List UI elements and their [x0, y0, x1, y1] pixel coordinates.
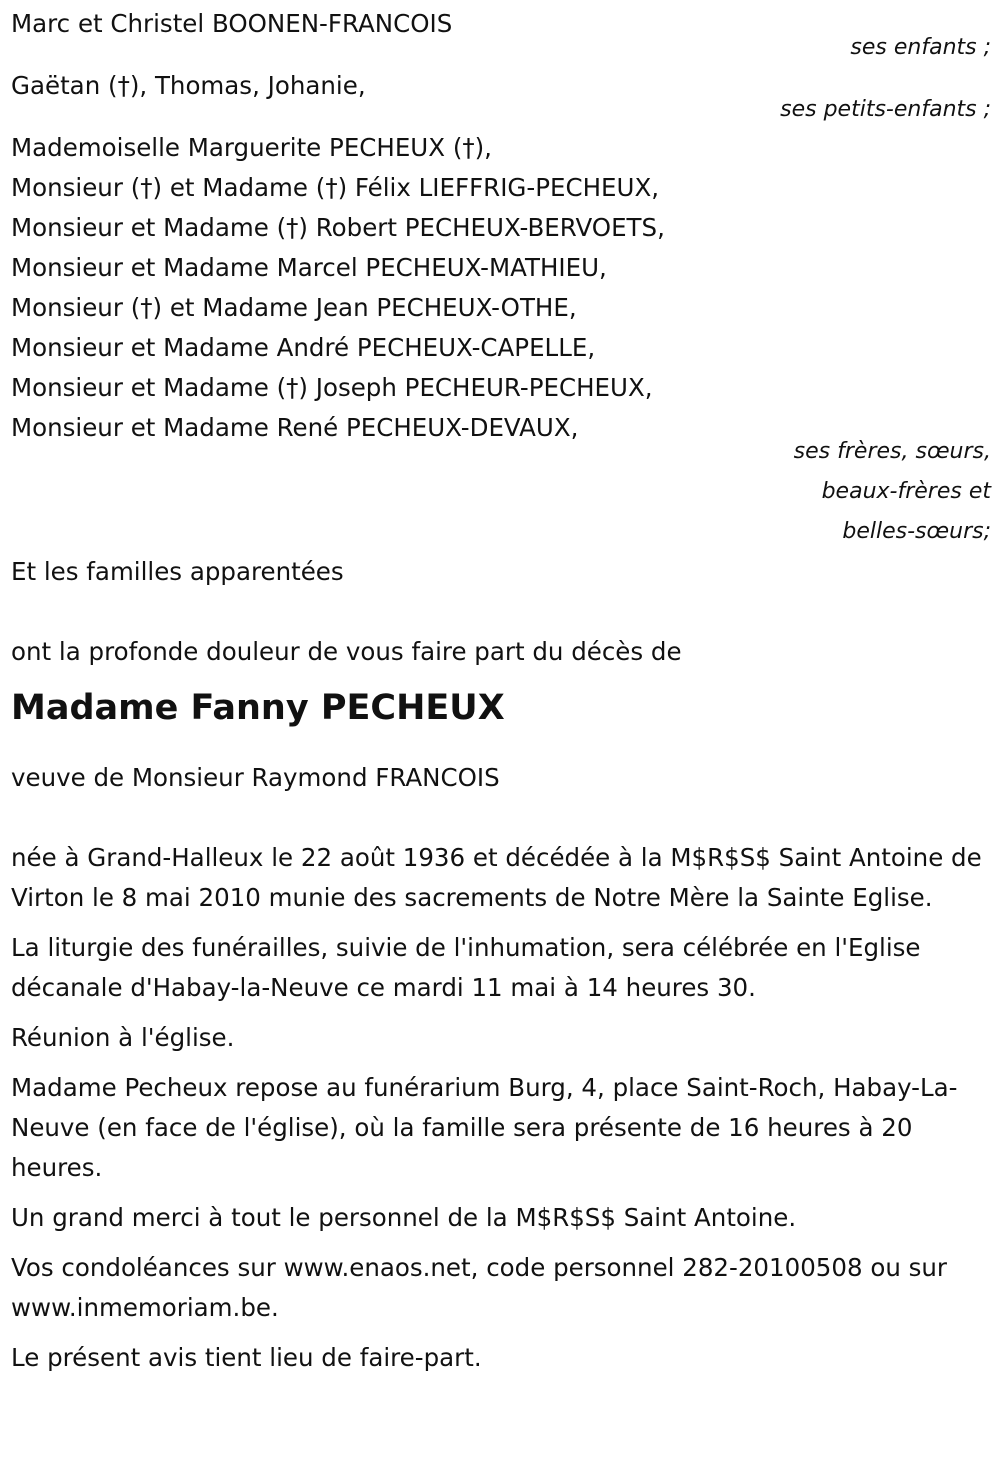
grandchildren-role: ses petits-enfants ; — [780, 97, 991, 122]
funeral-paragraph: La liturgie des funérailles, suivie de l'inhumation, sera célébrée en l'Eglise décanale d'Habay-la-Neuve ce mardi 11 mai à 14 heures 30. — [11, 933, 921, 1002]
deceased-name: Madame Fanny PECHEUX — [11, 688, 505, 728]
widow-line: veuve de Monsieur Raymond FRANCOIS — [11, 763, 500, 792]
families-line: Et les familles apparentées — [11, 557, 344, 586]
sibling-line: Monsieur et Madame (†) Robert PECHEUX-BERVOETS, — [11, 213, 665, 242]
siblings-role-line: ses frères, sœurs, — [793, 439, 991, 464]
siblings-role-line: beaux-frères et — [821, 479, 991, 504]
sibling-line: Mademoiselle Marguerite PECHEUX (†), — [11, 133, 492, 162]
children-names: Marc et Christel BOONEN-FRANCOIS — [11, 9, 453, 38]
siblings-role-line: belles-sœurs; — [842, 519, 991, 544]
siblings-list — [11, 128, 991, 448]
reunion-paragraph: Réunion à l'église. — [11, 1023, 235, 1052]
sibling-line: Monsieur (†) et Madame (†) Félix LIEFFRIG-PECHEUX, — [11, 173, 660, 202]
condolences-paragraph: Vos condoléances sur www.enaos.net, code personnel 282-20100508 ou sur www.inmemoriam.be. — [11, 1253, 948, 1322]
sibling-line: Monsieur et Madame René PECHEUX-DEVAUX, — [11, 413, 579, 442]
notice-paragraph: Le présent avis tient lieu de faire-part. — [11, 1343, 482, 1372]
sibling-line: Monsieur (†) et Madame Jean PECHEUX-OTHE, — [11, 293, 577, 322]
funerarium-paragraph: Madame Pecheux repose au funérarium Burg, 4, place Saint-Roch, Habay-La-Neuve (en face de l'église), où la famille sera présente de 16 heures à 20 heures. — [11, 1073, 958, 1182]
children-role: ses enfants ; — [850, 35, 991, 60]
birth-death-paragraph: née à Grand-Halleux le 22 août 1936 et décédée à la M$R$S$ Saint Antoine de Virton le 8 mai 2010 munie des sacrements de Notre Mère la Sainte Eglise. — [11, 843, 982, 912]
announcement-line: ont la profonde douleur de vous faire part du décès de — [11, 637, 682, 666]
siblings-role — [11, 432, 991, 552]
thanks-paragraph: Un grand merci à tout le personnel de la M$R$S$ Saint Antoine. — [11, 1203, 797, 1232]
sibling-line: Monsieur et Madame (†) Joseph PECHEUR-PECHEUX, — [11, 373, 653, 402]
obituary-notice — [11, 4, 991, 1388]
sibling-line: Monsieur et Madame André PECHEUX-CAPELLE, — [11, 333, 596, 362]
sibling-line: Monsieur et Madame Marcel PECHEUX-MATHIEU, — [11, 253, 607, 282]
grandchildren-names: Gaëtan (†), Thomas, Johanie, — [11, 71, 366, 100]
